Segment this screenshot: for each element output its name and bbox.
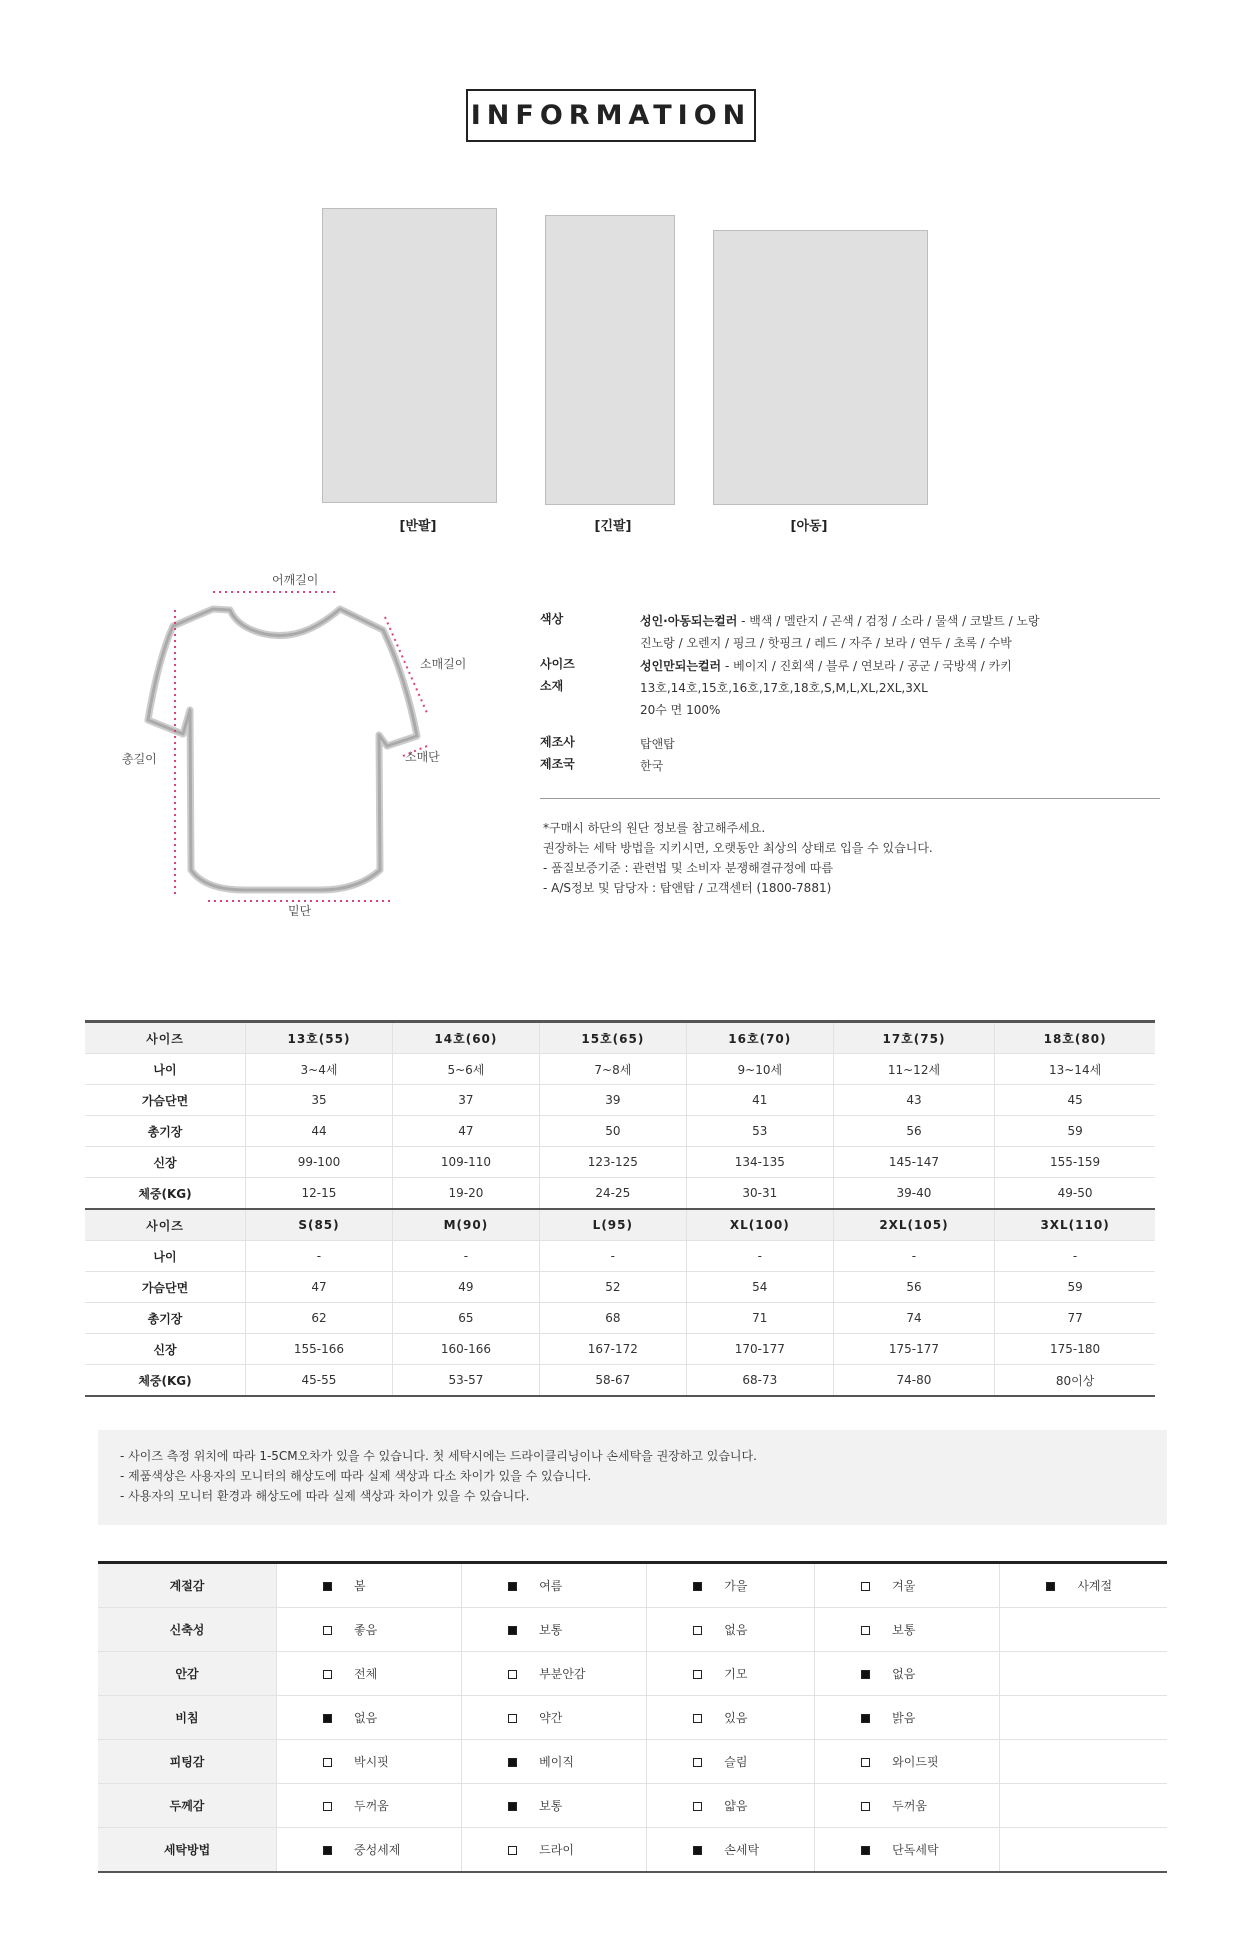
- property-row: [98, 1784, 1167, 1828]
- label-hem: 밑단: [288, 904, 312, 918]
- property-label: 계절감: [98, 1563, 277, 1608]
- table-row: [85, 1334, 1155, 1365]
- row-label: 가슴단면: [85, 1272, 246, 1303]
- property-option: [815, 1828, 1000, 1873]
- note-line: 권장하는 세탁 방법을 지키시면, 오랫동안 최상의 상태로 입을 수 있습니다.: [543, 841, 933, 855]
- table-cell: 170-177: [686, 1334, 833, 1365]
- property-option: [277, 1563, 462, 1608]
- table-cell: 30-31: [686, 1178, 833, 1210]
- table-cell: 3~4세: [246, 1054, 393, 1085]
- option-label: 보통: [539, 1799, 563, 1813]
- option-label: 없음: [354, 1711, 378, 1725]
- table-row: [85, 1241, 1155, 1272]
- row-label: 총기장: [85, 1116, 246, 1147]
- property-option: [277, 1784, 462, 1828]
- spec-size-line: - 베이지 / 진회색 / 블루 / 연보라 / 공군 / 국방색 / 카키: [721, 659, 1012, 673]
- spec-material-line2: 20수 면 100%: [640, 703, 721, 717]
- property-label: 안감: [98, 1652, 277, 1696]
- table-row: [85, 1116, 1155, 1147]
- table-cell: -: [392, 1241, 539, 1272]
- unchecked-box-icon: [861, 1758, 870, 1767]
- table-cell: 53-57: [392, 1365, 539, 1397]
- table-cell: 74: [833, 1303, 994, 1334]
- model-long-sleeve: [545, 215, 675, 505]
- divider: [540, 798, 1160, 799]
- row-label: 가슴단면: [85, 1085, 246, 1116]
- table-cell: 59: [995, 1272, 1155, 1303]
- property-option: [1000, 1608, 1167, 1652]
- unchecked-box-icon: [693, 1626, 702, 1635]
- option-label: 얇음: [724, 1799, 748, 1813]
- table-cell: 13~14세: [995, 1054, 1155, 1085]
- checked-box-icon: [693, 1582, 702, 1591]
- table-row: [85, 1365, 1155, 1397]
- property-option: [277, 1608, 462, 1652]
- checked-box-icon: [508, 1582, 517, 1591]
- table-cell: 80이상: [995, 1365, 1155, 1397]
- property-label: 비침: [98, 1696, 277, 1740]
- row-label: 나이: [85, 1054, 246, 1085]
- size-cell: S(85): [246, 1209, 393, 1241]
- option-label: 보통: [892, 1623, 916, 1637]
- unchecked-box-icon: [323, 1670, 332, 1679]
- table-cell: 59: [995, 1116, 1155, 1147]
- size-cell: 18호(80): [995, 1022, 1155, 1054]
- option-label: 없음: [724, 1623, 748, 1637]
- table-cell: 53: [686, 1116, 833, 1147]
- table-cell: 49-50: [995, 1178, 1155, 1210]
- table-row: [85, 1178, 1155, 1210]
- property-option: [277, 1652, 462, 1696]
- option-label: 약간: [539, 1711, 563, 1725]
- spec-color-line1: - 백색 / 멜란지 / 곤색 / 검정 / 소라 / 물색 / 코발트 / 노랑: [737, 614, 1040, 628]
- table-cell: 45: [995, 1085, 1155, 1116]
- option-label: 드라이: [539, 1843, 574, 1857]
- size-header-cell: 사이즈: [85, 1209, 246, 1241]
- spec-maker-label: 제조사: [540, 735, 575, 749]
- checked-box-icon: [508, 1758, 517, 1767]
- spec-origin-label: 제조국: [540, 757, 575, 771]
- unchecked-box-icon: [508, 1846, 517, 1855]
- table-cell: 74-80: [833, 1365, 994, 1397]
- property-option: [815, 1740, 1000, 1784]
- row-label: 총기장: [85, 1303, 246, 1334]
- table-cell: 56: [833, 1272, 994, 1303]
- property-label: 신축성: [98, 1608, 277, 1652]
- spec-color-line2: 진노랑 / 오렌지 / 핑크 / 핫핑크 / 레드 / 자주 / 보라 / 연두 / 초록 / 수박: [640, 636, 1012, 650]
- checked-box-icon: [693, 1846, 702, 1855]
- table-cell: 134-135: [686, 1147, 833, 1178]
- properties-table: [98, 1561, 1167, 1873]
- measurement-diagram: [120, 570, 500, 930]
- table-cell: 145-147: [833, 1147, 994, 1178]
- property-option: [815, 1563, 1000, 1608]
- table-cell: 49: [392, 1272, 539, 1303]
- option-label: 전체: [354, 1667, 378, 1681]
- spec-color-label: 색상: [540, 612, 564, 626]
- property-option: [462, 1828, 647, 1873]
- table-cell: 19-20: [392, 1178, 539, 1210]
- property-option: [462, 1696, 647, 1740]
- table-cell: 39-40: [833, 1178, 994, 1210]
- unchecked-box-icon: [323, 1802, 332, 1811]
- table-cell: 175-180: [995, 1334, 1155, 1365]
- checked-box-icon: [323, 1846, 332, 1855]
- unchecked-box-icon: [323, 1626, 332, 1635]
- size-cell: 3XL(110): [995, 1209, 1155, 1241]
- image-model-long-sleeve: [545, 215, 675, 505]
- table-cell: 24-25: [539, 1178, 686, 1210]
- spec-size-bold: 성인만되는컬러: [640, 659, 722, 673]
- caption-long-sleeve: [긴팔]: [594, 519, 632, 534]
- note-line: - 품질보증기준 : 관련법 및 소비자 분쟁해결규정에 따름: [543, 861, 834, 875]
- unchecked-box-icon: [861, 1582, 870, 1591]
- checked-box-icon: [861, 1670, 870, 1679]
- table-cell: 9~10세: [686, 1054, 833, 1085]
- checked-box-icon: [861, 1714, 870, 1723]
- size-cell: L(95): [539, 1209, 686, 1241]
- notice-line: - 제품색상은 사용자의 모니터의 해상도에 따라 실제 색상과 다소 차이가 있을 수 있습니다.: [120, 1469, 592, 1483]
- size-cell: 17호(75): [833, 1022, 994, 1054]
- unchecked-box-icon: [508, 1714, 517, 1723]
- table-cell: 56: [833, 1116, 994, 1147]
- notice-line: - 사용자의 모니터 환경과 해상도에 따라 실제 색상과 차이가 있을 수 있습니다.: [120, 1489, 530, 1503]
- table-cell: 47: [246, 1272, 393, 1303]
- unchecked-box-icon: [861, 1802, 870, 1811]
- notice-line: - 사이즈 측정 위치에 따라 1-5CM오차가 있을 수 있습니다. 첫 세탁시에는 드라이클리닝이나 손세탁을 권장하고 있습니다.: [120, 1449, 757, 1463]
- option-label: 베이직: [539, 1755, 574, 1769]
- property-option: [277, 1828, 462, 1873]
- property-label: 세탁방법: [98, 1828, 277, 1873]
- checked-box-icon: [323, 1582, 332, 1591]
- table-cell: 11~12세: [833, 1054, 994, 1085]
- option-label: 겨울: [892, 1579, 916, 1593]
- table-cell: 167-172: [539, 1334, 686, 1365]
- unchecked-box-icon: [693, 1758, 702, 1767]
- checked-box-icon: [508, 1626, 517, 1635]
- property-option: [462, 1740, 647, 1784]
- row-label: 신장: [85, 1334, 246, 1365]
- table-cell: 99-100: [246, 1147, 393, 1178]
- table-cell: 41: [686, 1085, 833, 1116]
- model-short-sleeve: [322, 208, 497, 503]
- property-option: [1000, 1652, 1167, 1696]
- property-row: [98, 1828, 1167, 1873]
- property-option: [1000, 1740, 1167, 1784]
- table-row: [85, 1272, 1155, 1303]
- option-label: 봄: [354, 1579, 366, 1593]
- table-cell: 45-55: [246, 1365, 393, 1397]
- size-cell: 2XL(105): [833, 1209, 994, 1241]
- option-label: 부분안감: [539, 1667, 586, 1681]
- option-label: 가을: [724, 1579, 748, 1593]
- size-header-cell: 사이즈: [85, 1022, 246, 1054]
- table-cell: 47: [392, 1116, 539, 1147]
- table-cell: -: [995, 1241, 1155, 1272]
- property-option: [1000, 1563, 1167, 1608]
- image-model-kids: [713, 230, 928, 505]
- property-option: [815, 1652, 1000, 1696]
- size-cell: 14호(60): [392, 1022, 539, 1054]
- table-cell: 77: [995, 1303, 1155, 1334]
- option-label: 없음: [892, 1667, 916, 1681]
- table-cell: 155-166: [246, 1334, 393, 1365]
- label-total-length: 총길이: [122, 752, 157, 766]
- table-cell: 37: [392, 1085, 539, 1116]
- label-shoulder: 어깨길이: [272, 573, 319, 587]
- table-cell: -: [833, 1241, 994, 1272]
- table-row: [85, 1054, 1155, 1085]
- property-option: [1000, 1784, 1167, 1828]
- checked-box-icon: [1046, 1582, 1055, 1591]
- property-option: [462, 1784, 647, 1828]
- unchecked-box-icon: [693, 1802, 702, 1811]
- property-option: [647, 1696, 815, 1740]
- caption-kids: [아동]: [790, 519, 828, 534]
- option-label: 손세탁: [724, 1843, 760, 1857]
- model-kids: [713, 230, 928, 505]
- unchecked-box-icon: [861, 1626, 870, 1635]
- option-label: 두꺼움: [892, 1799, 927, 1813]
- table-cell: 44: [246, 1116, 393, 1147]
- table-cell: 71: [686, 1303, 833, 1334]
- row-label: 나이: [85, 1241, 246, 1272]
- property-option: [815, 1784, 1000, 1828]
- checked-box-icon: [861, 1846, 870, 1855]
- property-option: [462, 1652, 647, 1696]
- checked-box-icon: [323, 1714, 332, 1723]
- option-label: 좋음: [354, 1623, 378, 1637]
- label-sleeve-length: 소매길이: [420, 657, 467, 671]
- size-cell: 13호(55): [246, 1022, 393, 1054]
- option-label: 슬림: [724, 1755, 748, 1769]
- note-line: - A/S정보 및 담당자 : 탑앤탑 / 고객센터 (1800-7881): [543, 881, 832, 895]
- table-cell: 43: [833, 1085, 994, 1116]
- unchecked-box-icon: [693, 1670, 702, 1679]
- spec-origin: 한국: [640, 759, 664, 773]
- size-notice-box: [98, 1430, 1167, 1525]
- tshirt-outline: [120, 570, 500, 930]
- table-cell: 39: [539, 1085, 686, 1116]
- option-label: 박시핏: [354, 1755, 389, 1769]
- property-option: [1000, 1696, 1167, 1740]
- option-label: 여름: [539, 1579, 563, 1593]
- option-label: 사계절: [1077, 1579, 1113, 1593]
- table-cell: 35: [246, 1085, 393, 1116]
- spec-size-label: 사이즈: [540, 657, 575, 671]
- option-label: 와이드핏: [892, 1755, 939, 1769]
- property-option: [815, 1608, 1000, 1652]
- property-option: [277, 1696, 462, 1740]
- table-row: [85, 1147, 1155, 1178]
- table-cell: 175-177: [833, 1334, 994, 1365]
- table-cell: -: [246, 1241, 393, 1272]
- property-option: [462, 1608, 647, 1652]
- property-row: [98, 1652, 1167, 1696]
- size-cell: M(90): [392, 1209, 539, 1241]
- size-cell: 15호(65): [539, 1022, 686, 1054]
- row-label: 체중(KG): [85, 1365, 246, 1397]
- table-cell: 58-67: [539, 1365, 686, 1397]
- unchecked-box-icon: [693, 1714, 702, 1723]
- table-cell: 68: [539, 1303, 686, 1334]
- table-cell: 54: [686, 1272, 833, 1303]
- spec-maker: 탑앤탑: [640, 737, 675, 751]
- option-label: 밝음: [892, 1711, 916, 1725]
- table-cell: 7~8세: [539, 1054, 686, 1085]
- table-cell: 62: [246, 1303, 393, 1334]
- property-option: [277, 1740, 462, 1784]
- option-label: 두꺼움: [354, 1799, 389, 1813]
- property-row: [98, 1563, 1167, 1608]
- property-option: [647, 1784, 815, 1828]
- property-option: [462, 1563, 647, 1608]
- option-label: 있음: [724, 1711, 748, 1725]
- table-cell: 12-15: [246, 1178, 393, 1210]
- property-option: [647, 1740, 815, 1784]
- note-line: *구매시 하단의 원단 정보를 참고해주세요.: [543, 821, 766, 835]
- property-row: [98, 1696, 1167, 1740]
- table-cell: 123-125: [539, 1147, 686, 1178]
- information-title: INFORMATION: [466, 89, 756, 142]
- table-header-row: [85, 1022, 1155, 1054]
- unchecked-box-icon: [323, 1758, 332, 1767]
- table-cell: -: [686, 1241, 833, 1272]
- checked-box-icon: [508, 1802, 517, 1811]
- property-option: [647, 1563, 815, 1608]
- caption-short-sleeve: [반팔]: [399, 519, 437, 534]
- table-cell: 160-166: [392, 1334, 539, 1365]
- property-option: [815, 1696, 1000, 1740]
- property-row: [98, 1608, 1167, 1652]
- spec-material-label: 소재: [540, 679, 564, 693]
- table-row: [85, 1085, 1155, 1116]
- property-label: 피팅감: [98, 1740, 277, 1784]
- property-option: [647, 1652, 815, 1696]
- size-cell: XL(100): [686, 1209, 833, 1241]
- option-label: 중성세제: [354, 1843, 401, 1857]
- spec-color-bold: 성인·아동되는컬러: [640, 614, 738, 628]
- label-sleeve-hem: 소매단: [405, 750, 440, 764]
- spec-material-line1: 13호,14호,15호,16호,17호,18호,S,M,L,XL,2XL,3XL: [640, 681, 928, 695]
- table-cell: -: [539, 1241, 686, 1272]
- purchase-notes: [543, 818, 933, 898]
- property-option: [647, 1828, 815, 1873]
- table-cell: 109-110: [392, 1147, 539, 1178]
- table-cell: 50: [539, 1116, 686, 1147]
- table-cell: 65: [392, 1303, 539, 1334]
- table-header-row: [85, 1209, 1155, 1241]
- table-cell: 52: [539, 1272, 686, 1303]
- option-label: 보통: [539, 1623, 563, 1637]
- property-option: [647, 1608, 815, 1652]
- property-label: 두께감: [98, 1784, 277, 1828]
- table-cell: 155-159: [995, 1147, 1155, 1178]
- property-row: [98, 1740, 1167, 1784]
- size-table: [85, 1020, 1155, 1397]
- table-cell: 68-73: [686, 1365, 833, 1397]
- image-model-short-sleeve: [322, 208, 497, 503]
- property-option: [1000, 1828, 1167, 1873]
- table-row: [85, 1303, 1155, 1334]
- row-label: 신장: [85, 1147, 246, 1178]
- option-label: 기모: [724, 1667, 748, 1681]
- table-cell: 5~6세: [392, 1054, 539, 1085]
- option-label: 단독세탁: [892, 1843, 939, 1857]
- unchecked-box-icon: [508, 1670, 517, 1679]
- size-cell: 16호(70): [686, 1022, 833, 1054]
- row-label: 체중(KG): [85, 1178, 246, 1210]
